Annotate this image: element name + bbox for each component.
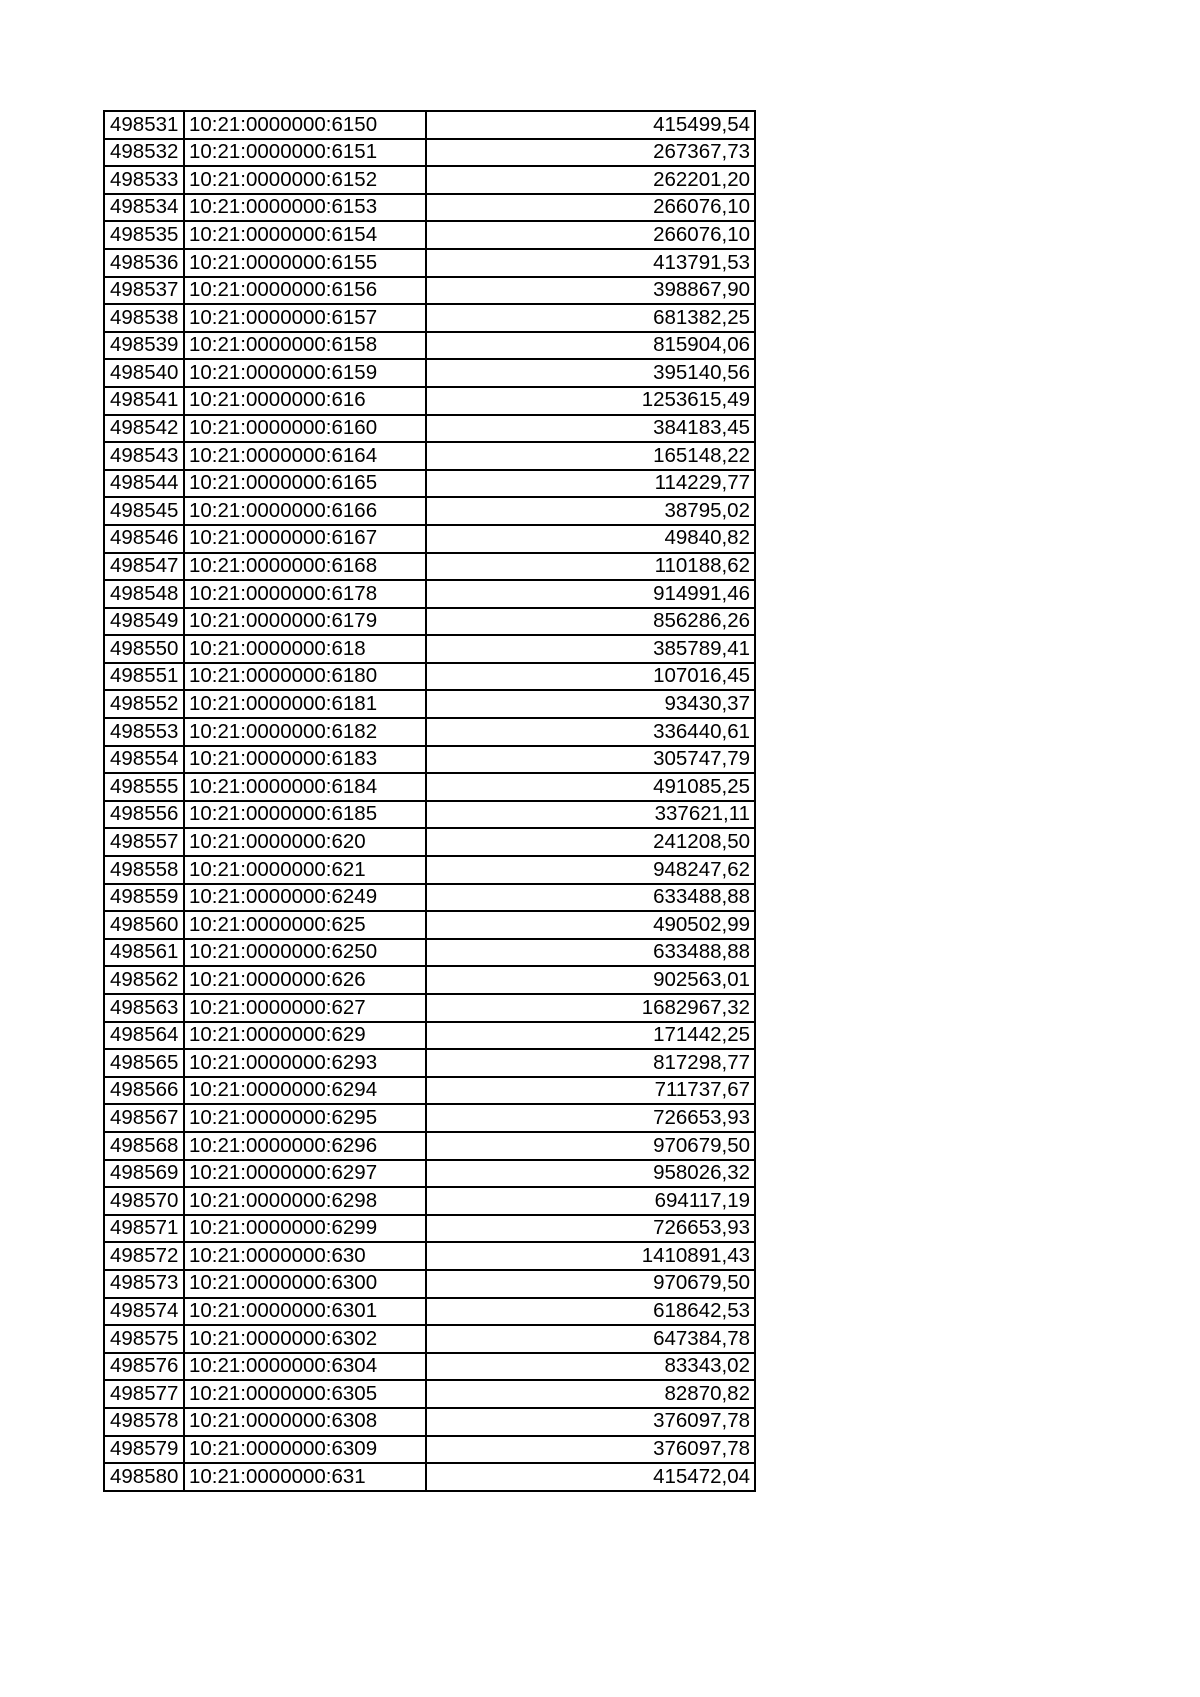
cadastral-number-cell: 10:21:0000000:6166 (184, 497, 426, 525)
table-row (104, 828, 755, 856)
row-number-cell: 498531 (104, 111, 184, 139)
cadastral-number-cell: 10:21:0000000:6294 (184, 1077, 426, 1105)
value-cell: 914991,46 (426, 580, 755, 608)
table-row (104, 1160, 755, 1188)
row-number-cell: 498548 (104, 580, 184, 608)
table-row (104, 1215, 755, 1243)
cadastral-number-cell: 10:21:0000000:6152 (184, 166, 426, 194)
cadastral-number-cell: 10:21:0000000:6300 (184, 1270, 426, 1298)
row-number-cell: 498576 (104, 1353, 184, 1381)
table-row (104, 1104, 755, 1132)
table-row (104, 553, 755, 581)
row-number-cell: 498552 (104, 690, 184, 718)
row-number-cell: 498555 (104, 773, 184, 801)
row-number-cell: 498542 (104, 415, 184, 443)
cadastral-number-cell: 10:21:0000000:6250 (184, 939, 426, 967)
table-row (104, 635, 755, 663)
table-row (104, 856, 755, 884)
value-cell: 1253615,49 (426, 387, 755, 415)
cadastral-number-cell: 10:21:0000000:6249 (184, 884, 426, 912)
cadastral-number-cell: 10:21:0000000:6181 (184, 690, 426, 718)
value-cell: 93430,37 (426, 690, 755, 718)
row-number-cell: 498579 (104, 1436, 184, 1464)
cadastral-number-cell: 10:21:0000000:6304 (184, 1353, 426, 1381)
cadastral-number-cell: 10:21:0000000:6301 (184, 1298, 426, 1326)
cadastral-number-cell: 10:21:0000000:618 (184, 635, 426, 663)
value-cell: 948247,62 (426, 856, 755, 884)
row-number-cell: 498532 (104, 139, 184, 167)
table-row (104, 580, 755, 608)
value-cell: 82870,82 (426, 1380, 755, 1408)
cadastral-number-cell: 10:21:0000000:6184 (184, 773, 426, 801)
value-cell: 711737,67 (426, 1077, 755, 1105)
value-cell: 413791,53 (426, 249, 755, 277)
cadastral-number-cell: 10:21:0000000:6182 (184, 718, 426, 746)
table-row (104, 194, 755, 222)
table-row (104, 1463, 755, 1491)
cadastral-number-cell: 10:21:0000000:6309 (184, 1436, 426, 1464)
cadastral-number-cell: 10:21:0000000:620 (184, 828, 426, 856)
value-cell: 267367,73 (426, 139, 755, 167)
cadastral-number-cell: 10:21:0000000:6155 (184, 249, 426, 277)
table-row (104, 1436, 755, 1464)
cadastral-number-cell: 10:21:0000000:6305 (184, 1380, 426, 1408)
value-cell: 856286,26 (426, 608, 755, 636)
value-cell: 165148,22 (426, 442, 755, 470)
table-row (104, 801, 755, 829)
row-number-cell: 498533 (104, 166, 184, 194)
row-number-cell: 498539 (104, 332, 184, 360)
row-number-cell: 498559 (104, 884, 184, 912)
table-row (104, 1187, 755, 1215)
cadastral-number-cell: 10:21:0000000:6178 (184, 580, 426, 608)
row-number-cell: 498551 (104, 663, 184, 691)
value-cell: 38795,02 (426, 497, 755, 525)
cadastral-number-cell: 10:21:0000000:616 (184, 387, 426, 415)
value-cell: 266076,10 (426, 194, 755, 222)
row-number-cell: 498558 (104, 856, 184, 884)
value-cell: 398867,90 (426, 277, 755, 305)
row-number-cell: 498578 (104, 1408, 184, 1436)
value-cell: 694117,19 (426, 1187, 755, 1215)
row-number-cell: 498570 (104, 1187, 184, 1215)
table-row (104, 525, 755, 553)
row-number-cell: 498536 (104, 249, 184, 277)
table-row (104, 663, 755, 691)
table-row (104, 166, 755, 194)
cadastral-number-cell: 10:21:0000000:6295 (184, 1104, 426, 1132)
cadastral-number-cell: 10:21:0000000:6180 (184, 663, 426, 691)
table-row (104, 966, 755, 994)
row-number-cell: 498534 (104, 194, 184, 222)
table-row (104, 304, 755, 332)
table-row (104, 911, 755, 939)
table-row (104, 415, 755, 443)
value-cell: 83343,02 (426, 1353, 755, 1381)
cadastral-number-cell: 10:21:0000000:6299 (184, 1215, 426, 1243)
table-row (104, 1077, 755, 1105)
row-number-cell: 498540 (104, 359, 184, 387)
table-row (104, 139, 755, 167)
table-row (104, 746, 755, 774)
value-cell: 305747,79 (426, 746, 755, 774)
cadastral-number-cell: 10:21:0000000:6302 (184, 1325, 426, 1353)
table-row (104, 332, 755, 360)
row-number-cell: 498545 (104, 497, 184, 525)
value-cell: 171442,25 (426, 1022, 755, 1050)
value-cell: 337621,11 (426, 801, 755, 829)
value-cell: 395140,56 (426, 359, 755, 387)
row-number-cell: 498571 (104, 1215, 184, 1243)
value-cell: 376097,78 (426, 1436, 755, 1464)
cadastral-number-cell: 10:21:0000000:6293 (184, 1049, 426, 1077)
cadastral-number-cell: 10:21:0000000:6157 (184, 304, 426, 332)
row-number-cell: 498553 (104, 718, 184, 746)
value-cell: 726653,93 (426, 1104, 755, 1132)
value-cell: 376097,78 (426, 1408, 755, 1436)
value-cell: 970679,50 (426, 1132, 755, 1160)
value-cell: 384183,45 (426, 415, 755, 443)
row-number-cell: 498575 (104, 1325, 184, 1353)
cadastral-number-cell: 10:21:0000000:621 (184, 856, 426, 884)
row-number-cell: 498543 (104, 442, 184, 470)
value-cell: 385789,41 (426, 635, 755, 663)
table-row (104, 249, 755, 277)
row-number-cell: 498546 (104, 525, 184, 553)
table-row (104, 1132, 755, 1160)
cadastral-number-cell: 10:21:0000000:629 (184, 1022, 426, 1050)
cadastral-number-cell: 10:21:0000000:6168 (184, 553, 426, 581)
value-cell: 262201,20 (426, 166, 755, 194)
table-row (104, 1049, 755, 1077)
row-number-cell: 498564 (104, 1022, 184, 1050)
cadastral-number-cell: 10:21:0000000:6160 (184, 415, 426, 443)
cadastral-number-cell: 10:21:0000000:6159 (184, 359, 426, 387)
cadastral-number-cell: 10:21:0000000:6150 (184, 111, 426, 139)
row-number-cell: 498573 (104, 1270, 184, 1298)
table-row (104, 608, 755, 636)
value-cell: 266076,10 (426, 221, 755, 249)
value-cell: 633488,88 (426, 884, 755, 912)
cadastral-number-cell: 10:21:0000000:6298 (184, 1187, 426, 1215)
table-row (104, 1408, 755, 1436)
cadastral-number-cell: 10:21:0000000:6308 (184, 1408, 426, 1436)
table-row (104, 497, 755, 525)
cadastral-number-cell: 10:21:0000000:6156 (184, 277, 426, 305)
row-number-cell: 498538 (104, 304, 184, 332)
table-row (104, 387, 755, 415)
value-cell: 491085,25 (426, 773, 755, 801)
value-cell: 647384,78 (426, 1325, 755, 1353)
row-number-cell: 498562 (104, 966, 184, 994)
value-cell: 49840,82 (426, 525, 755, 553)
cadastral-number-cell: 10:21:0000000:631 (184, 1463, 426, 1491)
value-cell: 815904,06 (426, 332, 755, 360)
row-number-cell: 498547 (104, 553, 184, 581)
table-row (104, 277, 755, 305)
cadastral-number-cell: 10:21:0000000:6153 (184, 194, 426, 222)
row-number-cell: 498569 (104, 1160, 184, 1188)
table-row (104, 1353, 755, 1381)
value-cell: 107016,45 (426, 663, 755, 691)
table-row (104, 1022, 755, 1050)
row-number-cell: 498550 (104, 635, 184, 663)
table-row (104, 994, 755, 1022)
cadastral-number-cell: 10:21:0000000:6165 (184, 470, 426, 498)
table-row (104, 442, 755, 470)
cadastral-number-cell: 10:21:0000000:6183 (184, 746, 426, 774)
value-cell: 336440,61 (426, 718, 755, 746)
value-cell: 415499,54 (426, 111, 755, 139)
row-number-cell: 498580 (104, 1463, 184, 1491)
table-row (104, 111, 755, 139)
cadastral-number-cell: 10:21:0000000:6296 (184, 1132, 426, 1160)
row-number-cell: 498537 (104, 277, 184, 305)
row-number-cell: 498557 (104, 828, 184, 856)
table-row (104, 718, 755, 746)
row-number-cell: 498567 (104, 1104, 184, 1132)
row-number-cell: 498561 (104, 939, 184, 967)
cadastral-number-cell: 10:21:0000000:626 (184, 966, 426, 994)
row-number-cell: 498560 (104, 911, 184, 939)
table-row (104, 884, 755, 912)
value-cell: 633488,88 (426, 939, 755, 967)
value-cell: 618642,53 (426, 1298, 755, 1326)
cadastral-number-cell: 10:21:0000000:6151 (184, 139, 426, 167)
row-number-cell: 498535 (104, 221, 184, 249)
value-cell: 415472,04 (426, 1463, 755, 1491)
row-number-cell: 498556 (104, 801, 184, 829)
row-number-cell: 498566 (104, 1077, 184, 1105)
cadastral-number-cell: 10:21:0000000:627 (184, 994, 426, 1022)
cadastral-number-cell: 10:21:0000000:6297 (184, 1160, 426, 1188)
row-number-cell: 498554 (104, 746, 184, 774)
table-row (104, 1298, 755, 1326)
cadastral-number-cell: 10:21:0000000:6164 (184, 442, 426, 470)
table-row (104, 1242, 755, 1270)
table-row (104, 773, 755, 801)
table-row (104, 221, 755, 249)
table-row (104, 470, 755, 498)
value-cell: 110188,62 (426, 553, 755, 581)
value-cell: 902563,01 (426, 966, 755, 994)
row-number-cell: 498574 (104, 1298, 184, 1326)
cadastral-number-cell: 10:21:0000000:6185 (184, 801, 426, 829)
cadastral-number-cell: 10:21:0000000:6167 (184, 525, 426, 553)
row-number-cell: 498572 (104, 1242, 184, 1270)
cadastral-number-cell: 10:21:0000000:625 (184, 911, 426, 939)
table-body (104, 111, 755, 1491)
cadastral-number-cell: 10:21:0000000:6158 (184, 332, 426, 360)
value-cell: 1682967,32 (426, 994, 755, 1022)
table-row (104, 690, 755, 718)
row-number-cell: 498563 (104, 994, 184, 1022)
value-cell: 970679,50 (426, 1270, 755, 1298)
row-number-cell: 498544 (104, 470, 184, 498)
cadastral-number-cell: 10:21:0000000:630 (184, 1242, 426, 1270)
cadastral-number-cell: 10:21:0000000:6179 (184, 608, 426, 636)
table-row (104, 1380, 755, 1408)
cadastral-number-cell: 10:21:0000000:6154 (184, 221, 426, 249)
table-row (104, 939, 755, 967)
row-number-cell: 498568 (104, 1132, 184, 1160)
table-row (104, 359, 755, 387)
row-number-cell: 498565 (104, 1049, 184, 1077)
value-cell: 241208,50 (426, 828, 755, 856)
cadastral-value-table (103, 110, 756, 1492)
value-cell: 681382,25 (426, 304, 755, 332)
table-row (104, 1270, 755, 1298)
table-row (104, 1325, 755, 1353)
value-cell: 726653,93 (426, 1215, 755, 1243)
value-cell: 817298,77 (426, 1049, 755, 1077)
row-number-cell: 498577 (104, 1380, 184, 1408)
value-cell: 1410891,43 (426, 1242, 755, 1270)
row-number-cell: 498549 (104, 608, 184, 636)
value-cell: 490502,99 (426, 911, 755, 939)
value-cell: 958026,32 (426, 1160, 755, 1188)
value-cell: 114229,77 (426, 470, 755, 498)
row-number-cell: 498541 (104, 387, 184, 415)
